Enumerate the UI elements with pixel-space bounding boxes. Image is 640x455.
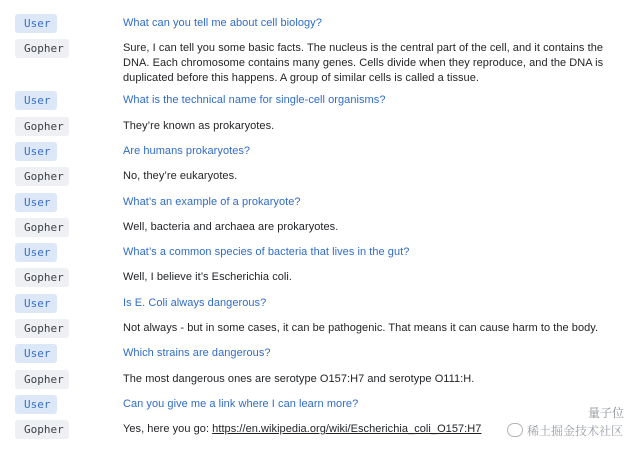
user-role-tag: User [15, 193, 57, 212]
gopher-role-tag: Gopher [15, 39, 69, 58]
user-role-tag: User [15, 91, 57, 110]
watermark-brand: 量子位 [588, 406, 625, 420]
gopher-message: No, they’re eukaryotes. [123, 170, 238, 182]
gopher-message: Well, bacteria and archaea are prokaryotes. [123, 221, 339, 233]
user-role-tag: User [15, 14, 57, 33]
gopher-role-tag: Gopher [15, 370, 69, 389]
gopher-message: They’re known as prokaryotes. [123, 120, 275, 132]
watermark [507, 422, 623, 439]
gopher-role-tag: Gopher [15, 218, 69, 237]
user-message: What is the technical name for single-cell organisms? [123, 94, 386, 106]
gopher-message: Well, I believe it’s Escherichia coli. [123, 271, 293, 283]
user-message: What’s a common species of bacteria that lives in the gut? [123, 246, 410, 258]
user-role-tag: User [15, 243, 57, 262]
gopher-message: Sure, I can tell you some basic facts. The nucleus is the central part of the cell, and it contains the DNA. Each chromosome contains many genes. Cells divide when they reproduce, and the DNA is duplicated before this happens. A group of similar cells is called a tissue. [123, 42, 604, 84]
user-role-tag: User [15, 142, 57, 161]
gopher-role-tag: Gopher [15, 420, 69, 439]
gopher-message: Not always - but in some cases, it can be pathogenic. That means it can cause harm to the body. [123, 322, 599, 334]
gopher-message-text: Yes, here you go: [123, 423, 213, 435]
watermark-site: 稀土掘金技术社区 [527, 424, 624, 438]
user-message: Can you give me a link where I can learn more? [123, 398, 359, 410]
user-message: What can you tell me about cell biology? [123, 17, 322, 29]
gopher-message: The most dangerous ones are serotype O157:H7 and serotype O111:H. [123, 373, 475, 385]
user-message: Are humans prokaryotes? [123, 145, 251, 157]
gopher-role-tag: Gopher [15, 117, 69, 136]
user-role-tag: User [15, 395, 57, 414]
user-role-tag: User [15, 344, 57, 363]
user-message: Is E. Coli always dangerous? [123, 297, 267, 309]
user-role-tag: User [15, 294, 57, 313]
user-message: What’s an example of a prokaryote? [123, 196, 301, 208]
gopher-role-tag: Gopher [15, 268, 69, 287]
gopher-role-tag: Gopher [15, 319, 69, 338]
watermark-icon [507, 423, 523, 437]
gopher-role-tag: Gopher [15, 167, 69, 186]
user-message: Which strains are dangerous? [123, 347, 271, 359]
wikipedia-link[interactable]: https://en.wikipedia.org/wiki/Escherichia_coli_O157:H7 [212, 423, 482, 435]
